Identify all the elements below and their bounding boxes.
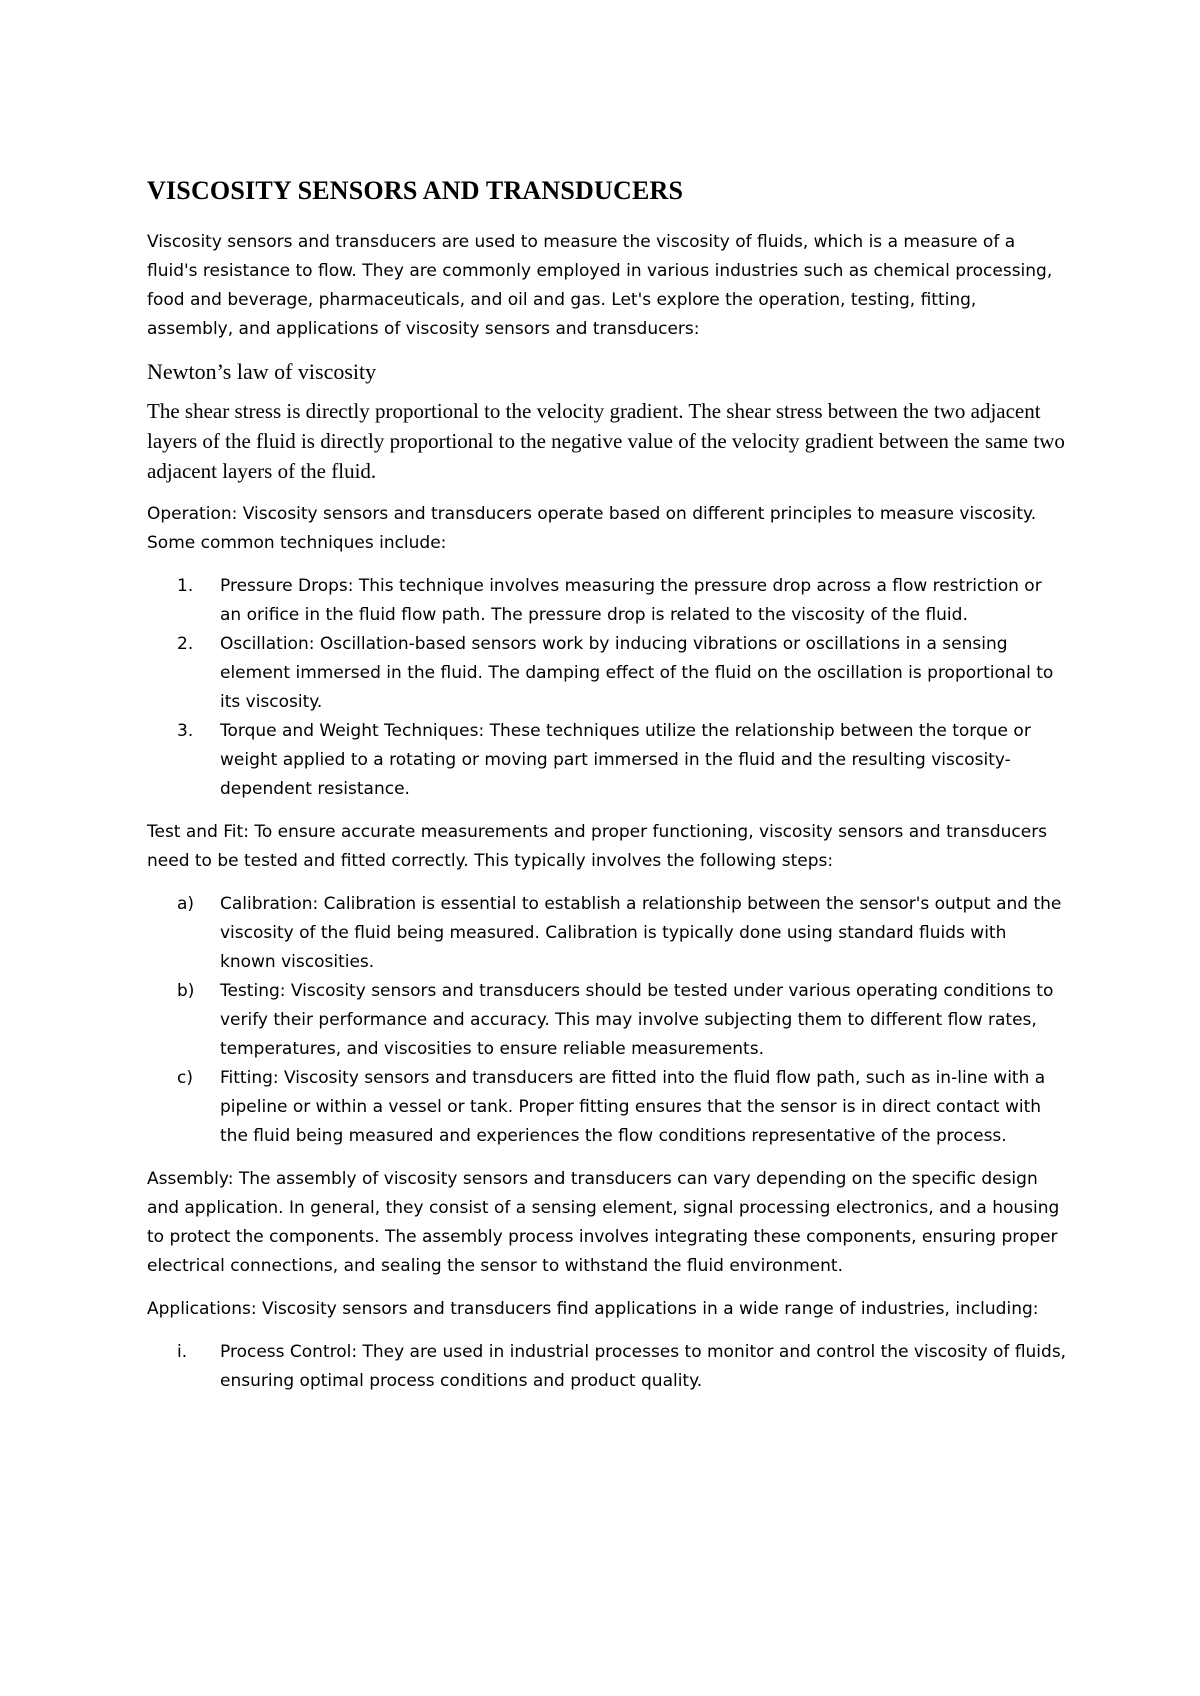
list-marker: 2.: [177, 634, 194, 654]
list-marker: 1.: [177, 576, 194, 596]
document-title: VISCOSITY SENSORS AND TRANSDUCERS: [147, 176, 684, 205]
assembly-paragraph: Assembly: The assembly of viscosity sensors and transducers can vary depending on the specific design and application. In general, they consist of a sensing element, signal processing electronics, and a housing to protect the components. The assembly process involves integrating these components, ensuring proper electrical connections, and sealing the sensor to withstand the fluid environment.: [147, 1169, 1060, 1276]
operation-paragraph: Operation: Viscosity sensors and transducers operate based on different principles to measure viscosity. Some common techniques include:: [147, 504, 1037, 553]
list-item: [147, 630, 1067, 717]
list-item-text: Calibration: Calibration is essential to establish a relationship between the sensor's output and the viscosity of the fluid being measured. Calibration is typically done using standard fluids with known viscosities.: [220, 894, 1062, 972]
list-item: [147, 1338, 1067, 1396]
list-marker: 3.: [177, 721, 194, 741]
newton-heading: Newton’s law of viscosity: [147, 359, 377, 384]
test-fit-paragraph: Test and Fit: To ensure accurate measurements and proper functioning, viscosity sensors and transducers need to be tested and fitted correctly. This typically involves the following steps:: [147, 822, 1048, 871]
document-page: [147, 176, 1067, 1410]
list-item: [147, 1064, 1067, 1151]
list-item-text: Pressure Drops: This technique involves measuring the pressure drop across a flow restriction or an orifice in the fluid flow path. The pressure drop is related to the viscosity of the fluid.: [220, 576, 1042, 625]
list-item-text: Testing: Viscosity sensors and transducers should be tested under various operating conditions to verify their performance and accuracy. This may involve subjecting them to different flow rates, temperatures, and viscosities to ensure reliable measurements.: [220, 981, 1054, 1059]
list-item: [147, 890, 1067, 977]
list-marker: b): [177, 981, 195, 1001]
applications-paragraph: Applications: Viscosity sensors and transducers find applications in a wide range of industries, including:: [147, 1299, 1039, 1319]
list-item-text: Fitting: Viscosity sensors and transducers are fitted into the fluid flow path, such as in-line with a pipeline or within a vessel or tank. Proper fitting ensures that the sensor is in direct contact with the fluid being measured and experiences the flow conditions representative of the process.: [220, 1068, 1046, 1146]
operation-list: [147, 572, 1067, 804]
newton-paragraph: The shear stress is directly proportional to the velocity gradient. The shear stress between the two adjacent layers of the fluid is directly proportional to the negative value of the velocity gradient between the same two adjacent layers of the fluid.: [147, 399, 1065, 483]
list-item-text: Process Control: They are used in industrial processes to monitor and control the viscosity of fluids, ensuring optimal process conditions and product quality.: [220, 1342, 1067, 1391]
intro-paragraph: Viscosity sensors and transducers are used to measure the viscosity of fluids, which is a measure of a fluid's resistance to flow. They are commonly employed in various industries such as chemical processing, food and beverage, pharmaceuticals, and oil and gas. Let's explore the operation, testing, fitting, assembly, and applications of viscosity sensors and transducers:: [147, 232, 1053, 339]
list-marker: i.: [177, 1342, 188, 1362]
list-item-text: Oscillation: Oscillation-based sensors work by inducing vibrations or oscillations in a sensing element immersed in the fluid. The damping effect of the fluid on the oscillation is proportional to its viscosity.: [220, 634, 1054, 712]
list-item-text: Torque and Weight Techniques: These techniques utilize the relationship between the torque or weight applied to a rotating or moving part immersed in the fluid and the resulting viscosity-dependent resistance.: [220, 721, 1031, 799]
test-fit-list: [147, 890, 1067, 1151]
applications-list: [147, 1338, 1067, 1396]
list-item: [147, 977, 1067, 1064]
list-item: [147, 717, 1067, 804]
list-marker: c): [177, 1068, 193, 1088]
list-marker: a): [177, 894, 195, 914]
list-item: [147, 572, 1067, 630]
